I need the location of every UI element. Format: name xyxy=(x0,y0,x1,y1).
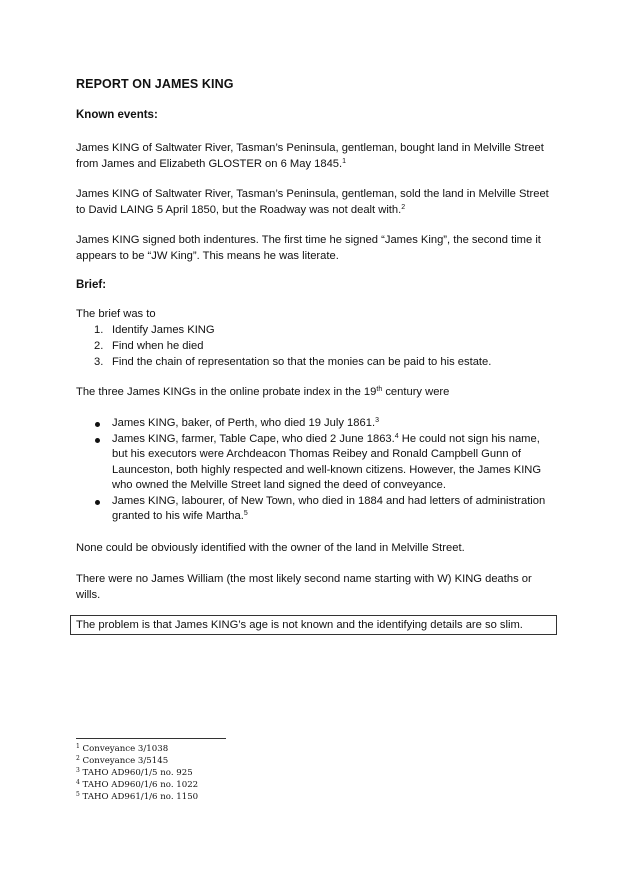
footnote xyxy=(76,779,198,791)
kings-list xyxy=(76,416,556,525)
event-text: James KING of Saltwater River, Tasman’s Peninsula, gentleman, sold the land in Melville Street to David LAING 5 April 1850, but the Roadway was not dealt with. xyxy=(76,188,549,216)
footnote xyxy=(76,755,198,767)
problem-statement-box: The problem is that James KING’s age is not known and the identifying details are so slim. xyxy=(70,615,557,635)
list-item xyxy=(76,338,556,354)
no-william-paragraph: There were no James William (the most likely second name starting with W) KING deaths or wills. xyxy=(76,573,532,601)
king-text: James KING, farmer, Table Cape, who died 2 June 1863. xyxy=(112,432,395,445)
bullet-icon xyxy=(95,422,100,427)
footnote-number: 3 xyxy=(76,767,80,774)
footnotes-list xyxy=(76,743,198,803)
king-text-tail: He could not sign his name, but his executors were Archdeacon Thomas Reibey and Ronald Campbell Gunn of Launceston, both highly respected and well-known citizens. However, the James KING who owned the Melville Street land signed the deed of conveyance. xyxy=(112,432,542,491)
footnote-number: 5 xyxy=(76,791,80,798)
footnote-separator xyxy=(76,738,226,739)
king-text: James KING, labourer, of New Town, who died in 1884 and had letters of administration granted to his wife Martha. xyxy=(112,494,546,522)
list-text: Identify James KING xyxy=(112,324,215,336)
footnote-number: 1 xyxy=(76,743,80,750)
footnote-ref: 2 xyxy=(401,204,406,211)
list-text: Find the chain of representation so that the monies can be paid to his estate. xyxy=(112,356,492,368)
footnote-text: TAHO AD960/1/5 no. 925 xyxy=(79,768,193,778)
list-item xyxy=(76,494,556,525)
brief-list xyxy=(76,322,556,370)
list-item xyxy=(76,416,556,432)
footnote-ref: 1 xyxy=(342,158,347,165)
king-text: James KING, baker, of Perth, who died 19 July 1861. xyxy=(112,417,376,429)
event-paragraph-2 xyxy=(76,186,556,218)
list-text: Find when he died xyxy=(112,340,204,352)
report-title: REPORT ON JAMES KING xyxy=(76,77,234,91)
footnote-ref: 4 xyxy=(394,432,399,440)
footnote-ref: 3 xyxy=(375,417,379,424)
footnote xyxy=(76,743,198,755)
probate-intro-text-end: century were xyxy=(382,386,450,398)
brief-heading: Brief: xyxy=(76,279,107,291)
brief-intro: The brief was to xyxy=(76,308,156,320)
bullet-icon xyxy=(95,500,100,505)
footnote-text: Conveyance 3/1038 xyxy=(79,744,169,754)
event-paragraph-3: James KING signed both indentures. The first time he signed “James King”, the second time it appears to be “JW King”. This means he was literate. xyxy=(76,234,541,262)
known-events-heading: Known events: xyxy=(76,109,158,121)
footnote-ref: 5 xyxy=(243,510,248,517)
event-text: James KING of Saltwater River, Tasman’s Peninsula, gentleman, bought land in Melville Street from James and Elizabeth GLOSTER on 6 May 1845. xyxy=(76,142,544,170)
bullet-icon xyxy=(95,438,100,443)
list-number: 3. xyxy=(94,356,104,368)
footnote-text: TAHO AD961/1/6 no. 1150 xyxy=(79,792,199,802)
footnote xyxy=(76,791,198,803)
event-paragraph-1 xyxy=(76,140,556,172)
list-item xyxy=(76,354,556,370)
ordinal-suffix: th xyxy=(376,386,383,393)
none-identified-paragraph: None could be obviously identified with the owner of the land in Melville Street. xyxy=(76,542,465,554)
footnote xyxy=(76,767,198,779)
footnote-number: 4 xyxy=(76,779,80,786)
list-item xyxy=(76,432,556,494)
footnote-text: TAHO AD960/1/6 no. 1022 xyxy=(79,780,199,790)
list-number: 2. xyxy=(94,340,104,352)
probate-intro-text: The three James KINGs in the online probate index in the 19 xyxy=(76,386,377,398)
list-number: 1. xyxy=(94,324,104,336)
footnote-number: 2 xyxy=(76,755,80,762)
footnote-text: Conveyance 3/5145 xyxy=(79,756,169,766)
probate-intro xyxy=(76,384,556,400)
list-item xyxy=(76,322,556,338)
